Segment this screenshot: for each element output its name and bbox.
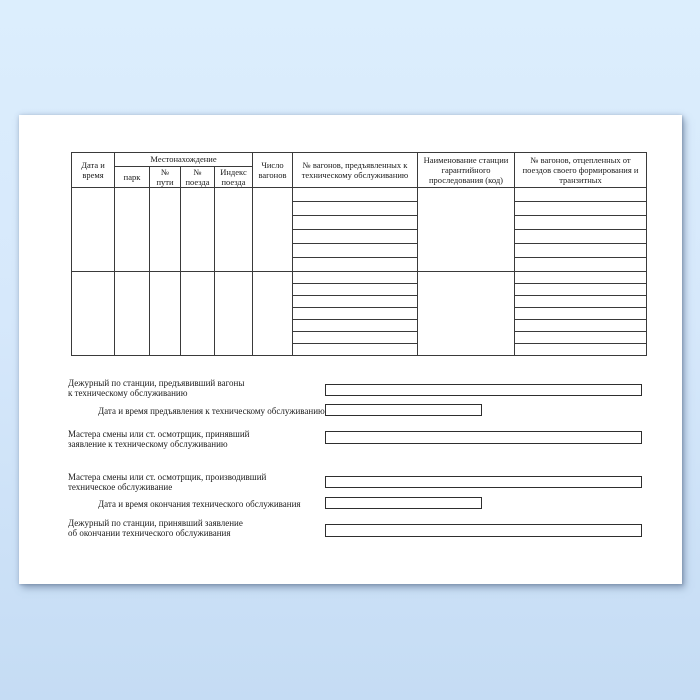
wagons-presented-cell (293, 216, 418, 230)
label-line: заявление к техническому обслуживанию (68, 439, 228, 449)
guarantee-station-cell (418, 188, 515, 272)
header-date-time: Дата и время (72, 153, 115, 188)
wagons-presented-cell (293, 296, 418, 308)
header-wagons-detached: № вагонов, отцепленных от поездов своего формирования и транзитных (515, 153, 647, 188)
wagons-detached-cell (515, 216, 647, 230)
label-line: Дежурный по станции, предъявивший вагоны (68, 378, 245, 388)
entry-cell (215, 188, 253, 272)
wagons-presented-cell (293, 272, 418, 284)
entry-cell (150, 188, 181, 272)
wagons-presented-cell (293, 308, 418, 320)
wagons-detached-cell (515, 202, 647, 216)
wagons-presented-cell (293, 284, 418, 296)
wagons-detached-cell (515, 188, 647, 202)
header-train-number: № поезда (181, 167, 215, 188)
header-train-index: Индекс поезда (215, 167, 253, 188)
attendant-presented-box[interactable] (325, 384, 642, 396)
wagons-presented-cell (293, 258, 418, 272)
label-line: об окончании технического обслуживания (68, 528, 231, 538)
foreman-performed-box[interactable] (325, 476, 642, 488)
entry-cell (215, 272, 253, 356)
entry-cell (115, 188, 150, 272)
entry-cell (181, 188, 215, 272)
header-wagon-count: Число вагонов (253, 153, 293, 188)
wagons-detached-cell (515, 258, 647, 272)
header-wagons-presented: № вагонов, предъявленных к техническому обслуживанию (293, 153, 418, 188)
label-line: Дата и время предъявления к техническому обслуживанию (98, 406, 325, 416)
presentation-datetime-box[interactable] (325, 404, 482, 416)
wagons-presented-cell (293, 230, 418, 244)
entry-cell (115, 272, 150, 356)
entry-cell (72, 272, 115, 356)
presentation-datetime-label (98, 406, 325, 416)
wagons-detached-cell (515, 308, 647, 320)
wagons-presented-cell (293, 202, 418, 216)
label-line: к техническому обслуживанию (68, 388, 188, 398)
table-body (72, 188, 647, 356)
wagons-detached-cell (515, 230, 647, 244)
label-line: Дежурный по станции, принявший заявление (68, 518, 243, 528)
attendant-completion-label (68, 518, 243, 538)
header-park: парк (115, 167, 150, 188)
wagons-presented-cell (293, 188, 418, 202)
wagons-presented-cell (293, 344, 418, 356)
entry-cell (150, 272, 181, 356)
wagons-detached-cell (515, 344, 647, 356)
attendant-presented-label (68, 378, 244, 398)
wagons-presented-cell (293, 320, 418, 332)
entry-cell (72, 188, 115, 272)
label-line: Мастера смены или ст. осмотрщик, производивший (68, 472, 267, 482)
table-body-row (72, 188, 647, 202)
service-table (71, 152, 647, 356)
foreman-accepted-label (68, 429, 249, 449)
document-page (19, 115, 682, 584)
foreman-accepted-box[interactable] (325, 431, 642, 444)
wagons-presented-cell (293, 244, 418, 258)
header-location-group: Местонахождение (115, 153, 253, 167)
completion-datetime-box[interactable] (325, 497, 482, 509)
completion-datetime-label (98, 499, 301, 509)
table-header (72, 153, 647, 188)
wagons-detached-cell (515, 284, 647, 296)
foreman-performed-label (68, 472, 266, 492)
label-line: Мастера смены или ст. осмотрщик, принявший (68, 429, 250, 439)
attendant-completion-box[interactable] (325, 524, 642, 537)
entry-cell (253, 272, 293, 356)
wagons-detached-cell (515, 244, 647, 258)
wagons-presented-cell (293, 332, 418, 344)
header-track-number: № пути (150, 167, 181, 188)
label-line: Дата и время окончания технического обслуживания (98, 499, 301, 509)
header-guarantee-station: Наименование станции гарантийного проследования (код) (418, 153, 515, 188)
wagons-detached-cell (515, 272, 647, 284)
entry-cell (253, 188, 293, 272)
guarantee-station-cell (418, 272, 515, 356)
table-body-row (72, 272, 647, 284)
entry-cell (181, 272, 215, 356)
wagons-detached-cell (515, 320, 647, 332)
wagons-detached-cell (515, 296, 647, 308)
label-line: техническое обслуживание (68, 482, 173, 492)
wagons-detached-cell (515, 332, 647, 344)
